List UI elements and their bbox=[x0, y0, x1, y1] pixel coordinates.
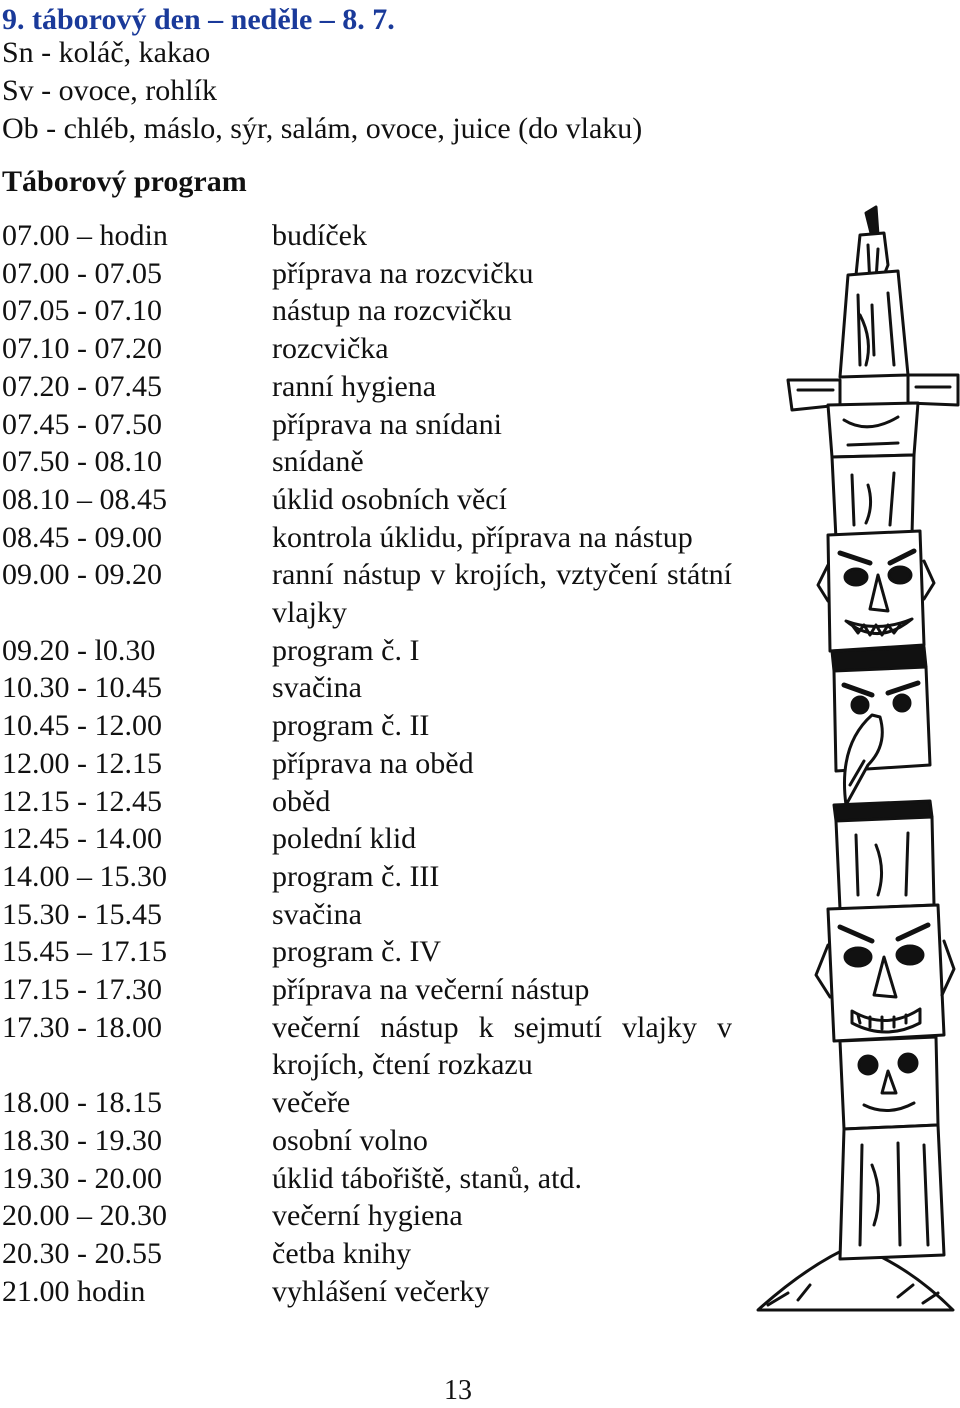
schedule-row bbox=[2, 783, 737, 821]
schedule-activity: příprava na večerní nástup bbox=[272, 973, 590, 1007]
schedule-time: 07.00 - 07.05 bbox=[2, 256, 162, 290]
schedule-activity: úklid tábořiště, stanů, atd. bbox=[272, 1161, 582, 1195]
meal-list bbox=[2, 34, 762, 148]
schedule-time: 10.45 - 12.00 bbox=[2, 709, 162, 743]
schedule-time: 09.00 - 09.20 bbox=[2, 558, 162, 592]
schedule-time: 07.50 - 08.10 bbox=[2, 445, 162, 479]
meal-lunch: Ob - chléb, máslo, sýr, salám, ovoce, juice (do vlaku) bbox=[2, 112, 643, 145]
schedule-activity: příprava na rozcvičku bbox=[272, 256, 534, 290]
schedule-row bbox=[2, 1084, 737, 1122]
meal-snack-afternoon: Sv - ovoce, rohlík bbox=[2, 74, 217, 107]
schedule-activity: program č. II bbox=[272, 709, 430, 743]
schedule-activity: oběd bbox=[272, 784, 331, 818]
schedule-activity: ranní hygiena bbox=[272, 369, 437, 403]
schedule-time: 12.15 - 12.45 bbox=[2, 784, 162, 818]
schedule-time: 17.30 - 18.00 bbox=[2, 1010, 162, 1044]
schedule-time: 18.30 - 19.30 bbox=[2, 1123, 162, 1157]
schedule-activity: nástup na rozcvičku bbox=[272, 294, 512, 328]
schedule-row bbox=[2, 1160, 737, 1198]
schedule-row bbox=[2, 669, 737, 707]
schedule-time: 08.10 – 08.45 bbox=[2, 482, 167, 516]
schedule-time: 15.30 - 15.45 bbox=[2, 897, 162, 931]
schedule-row bbox=[2, 896, 737, 934]
schedule-row bbox=[2, 443, 737, 481]
schedule-activity: program č. IV bbox=[272, 935, 442, 969]
schedule-activity: večeře bbox=[272, 1086, 351, 1120]
schedule-activity: polední klid bbox=[272, 822, 417, 856]
schedule-table bbox=[2, 217, 737, 1310]
schedule-row bbox=[2, 255, 737, 293]
schedule-activity: program č. III bbox=[272, 859, 440, 893]
schedule-time: 15.45 – 17.15 bbox=[2, 935, 167, 969]
schedule-row bbox=[2, 519, 737, 557]
schedule-time: 19.30 - 20.00 bbox=[2, 1161, 162, 1195]
schedule-time: 18.00 - 18.15 bbox=[2, 1086, 162, 1120]
schedule-activity: úklid osobních věcí bbox=[272, 482, 507, 516]
schedule-row bbox=[2, 1235, 737, 1273]
schedule-row bbox=[2, 1009, 737, 1084]
schedule-activity: příprava na oběd bbox=[272, 746, 474, 780]
schedule-time: 20.30 - 20.55 bbox=[2, 1236, 162, 1270]
schedule-time: 07.10 - 07.20 bbox=[2, 332, 162, 366]
schedule-time: 07.45 - 07.50 bbox=[2, 407, 162, 441]
schedule-row bbox=[2, 330, 737, 368]
day-heading: 9. táborový den – neděle – 8. 7. bbox=[2, 3, 395, 36]
schedule-time: 07.20 - 07.45 bbox=[2, 369, 162, 403]
schedule-time: 07.00 – hodin bbox=[2, 219, 168, 252]
schedule-time: 10.30 - 10.45 bbox=[2, 671, 162, 705]
schedule-time: 07.05 - 07.10 bbox=[2, 294, 162, 328]
schedule-activity: vyhlášení večerky bbox=[272, 1274, 490, 1308]
schedule-activity: večerní nástup k sejmutí vlajky v krojích, čtení rozkazu bbox=[272, 1010, 732, 1082]
schedule-row bbox=[2, 1122, 737, 1160]
page-number: 13 bbox=[444, 1375, 472, 1406]
schedule-activity: svačina bbox=[272, 897, 362, 931]
schedule-time: 09.20 - l0.30 bbox=[2, 633, 156, 667]
schedule-activity: program č. I bbox=[272, 633, 420, 667]
schedule-activity: četba knihy bbox=[272, 1236, 412, 1270]
schedule-row bbox=[2, 1197, 737, 1235]
meal-snack-morning: Sn - koláč, kakao bbox=[2, 36, 211, 69]
schedule-row bbox=[2, 971, 737, 1009]
schedule-row bbox=[2, 556, 737, 631]
schedule-row bbox=[2, 217, 737, 255]
schedule-row bbox=[2, 745, 737, 783]
schedule-time: 17.15 - 17.30 bbox=[2, 973, 162, 1007]
schedule-time: 08.45 - 09.00 bbox=[2, 520, 162, 554]
schedule-row bbox=[2, 632, 737, 670]
schedule-row bbox=[2, 858, 737, 896]
schedule-activity: rozcvička bbox=[272, 332, 389, 366]
schedule-row bbox=[2, 368, 737, 406]
schedule-time: 12.00 - 12.15 bbox=[2, 746, 162, 780]
schedule-time: 14.00 – 15.30 bbox=[2, 859, 167, 893]
schedule-row bbox=[2, 820, 737, 858]
totem-pole-icon bbox=[748, 205, 960, 1325]
schedule-row bbox=[2, 1273, 737, 1311]
schedule-row bbox=[2, 481, 737, 519]
schedule-time: 20.00 – 20.30 bbox=[2, 1199, 167, 1233]
schedule-activity: příprava na snídani bbox=[272, 407, 502, 441]
schedule-row bbox=[2, 292, 737, 330]
schedule-row bbox=[2, 933, 737, 971]
schedule-time: 21.00 hodin bbox=[2, 1274, 146, 1308]
schedule-activity: kontrola úklidu, příprava na nástup bbox=[272, 520, 693, 554]
schedule-time: 12.45 - 14.00 bbox=[2, 822, 162, 856]
schedule-activity: svačina bbox=[272, 671, 362, 705]
schedule-activity: osobní volno bbox=[272, 1123, 428, 1157]
schedule-activity: ranní nástup v krojích, vztyčení státní vlajky bbox=[272, 558, 732, 630]
schedule-row bbox=[2, 707, 737, 745]
schedule-row bbox=[2, 406, 737, 444]
schedule-activity: snídaně bbox=[272, 445, 364, 479]
schedule-activity: budíček bbox=[272, 219, 367, 252]
program-title: Táborový program bbox=[2, 165, 247, 198]
schedule-activity: večerní hygiena bbox=[272, 1199, 463, 1233]
